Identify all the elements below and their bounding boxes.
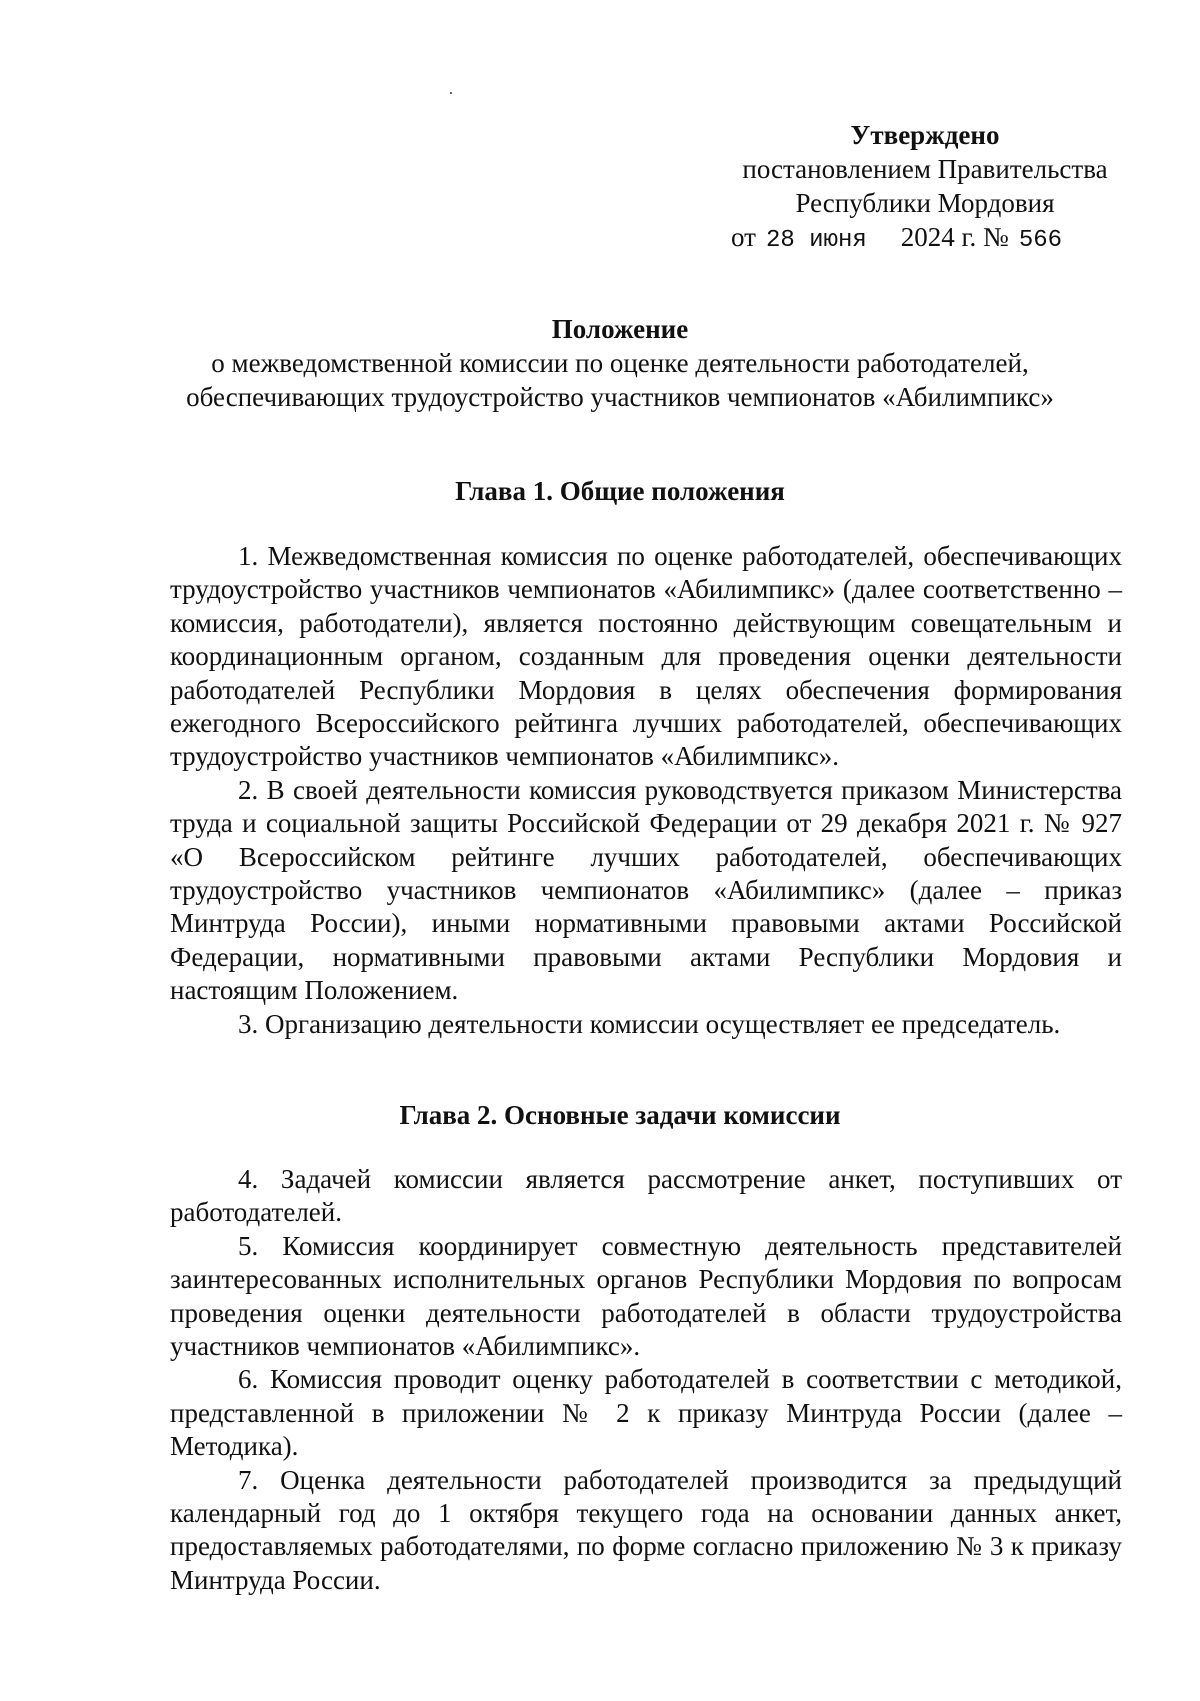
paragraph-5: 5. Комиссия координирует совместную деятельность представителей заинтересованных исполнительных органов Республики Мордовия по вопросам проведения оценки деятельности работодателей в области трудоустройства участников чемпионатов «Абилимпикс». (170, 1230, 1122, 1362)
paragraph-3: 3. Организацию деятельности комиссии осуществляет ее председатель. (238, 1008, 1061, 1039)
document-number: 566 (1018, 227, 1063, 254)
date-year: 2024 г. № (900, 222, 1009, 252)
chapter-2-body (170, 1163, 1122, 1597)
date-prefix: от (731, 222, 756, 252)
document-title-block (120, 312, 1120, 414)
date-day-month: 28 июня (765, 227, 867, 254)
document-subtitle-line-2: обеспечивающих трудоустройство участников чемпионатов «Абилимпикс» (186, 382, 1054, 412)
approval-line-1: постановлением Правительства (742, 154, 1108, 184)
paragraph-1: 1. Межведомственная комиссия по оценке работодателей, обеспечивающих трудоустройство участников чемпионатов «Абилимпикс» (далее соответственно – комиссия, работодатели), является постоянно действующим совещательным и координационным органом, созданным для проведения оценки деятельности работодателей Республики Мордовия в целях обеспечения формирования ежегодного Всероссийского рейтинга лучших работодателей, обеспечивающих трудоустройство участников чемпионатов «Абилимпикс». (170, 541, 1122, 772)
paragraph-2: 2. В своей деятельности комиссия руководствуется приказом Министерства труда и социальной защиты Российской Федерации от 29 декабря 2021 г. № 927 «О Всероссийском рейтинге лучших работодателей, обеспечивающих трудоустройство участников чемпионатов «Абилимпикс» (далее – приказ Минтруда России), иными нормативными правовыми актами Российской Федерации, нормативными правовыми актами Республики Мордовия и настоящим Положением. (170, 774, 1122, 1006)
approval-date-line (725, 220, 1125, 258)
approval-stamp (725, 118, 1125, 258)
approval-heading: Утверждено (850, 120, 1000, 150)
paragraph-6: 6. Комиссия проводит оценку работодателей в соответствии с методикой, представленной в приложении № 2 к приказу Минтруда России (далее – Методика). (170, 1364, 1122, 1462)
scan-speck (450, 92, 452, 94)
document-subtitle-line-1: о межведомственной комиссии по оценке деятельности работодателей, (211, 348, 1029, 378)
approval-line-2: Республики Мордовия (795, 188, 1055, 218)
chapter-1-body (170, 540, 1122, 1041)
chapter-1-heading: Глава 1. Общие положения (455, 476, 785, 506)
chapter-2-heading: Глава 2. Основные задачи комиссии (399, 1100, 841, 1130)
paragraph-7: 7. Оценка деятельности работодателей производится за предыдущий календарный год до 1 октября текущего года на основании данных анкет, предоставляемых работодателями, по форме согласно приложению № 3 к приказу Минтруда России. (170, 1464, 1122, 1595)
document-title: Положение (551, 314, 689, 344)
paragraph-4: 4. Задачей комиссии является рассмотрение анкет, поступивших от работодателей. (170, 1164, 1122, 1228)
